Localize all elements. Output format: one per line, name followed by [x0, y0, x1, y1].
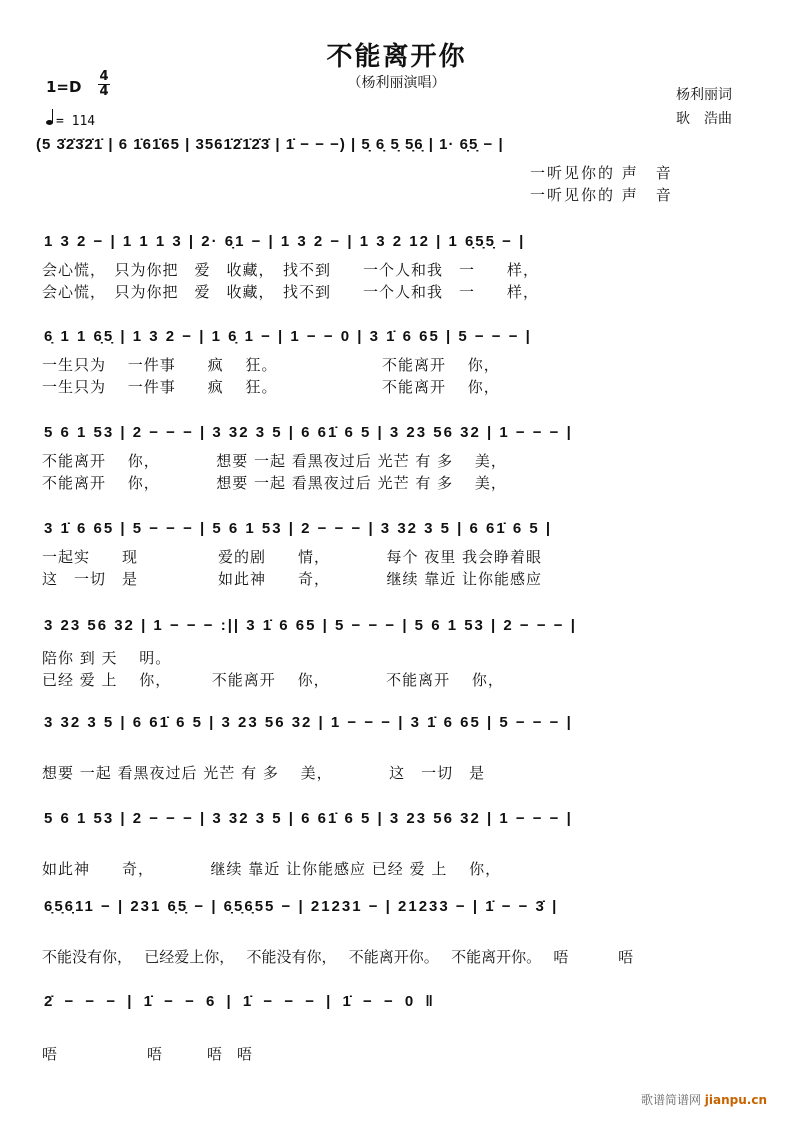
lyrics-verse-1: 如此神 奇， 继续 靠近 让你能感应 已经 爱 上 你，: [42, 860, 502, 878]
page-title: 不能离开你: [326, 42, 467, 72]
quarter-note-icon: [46, 120, 53, 125]
lyrics-verse-2: 这 一切 是 如此神 奇， 继续 靠近 让你能感应: [42, 570, 543, 588]
lyrics-verse-1: 一生只为 一件事 疯 狂。 不能离开 你，: [42, 356, 500, 374]
lyrics-verse-1: 会心慌， 只为你把 爱 收藏， 找不到 一个人和我 一 样，: [42, 261, 540, 279]
lyrics-verse-1: 不能离开 你， 想要 一起 看黑夜过后 光芒 有 多 美，: [42, 452, 507, 470]
lyrics-verse-1: 陪你 到 天 明。: [42, 649, 172, 667]
lyrics-verse-2: 会心慌， 只为你把 爱 收藏， 找不到 一个人和我 一 样，: [42, 283, 540, 301]
lyrics-verse-1: 一听见你的 声 音: [530, 164, 673, 182]
notation-line: 5 6 1 53 | 2 − − − | 3 32 3 5 | 6 61̇ 6 5 | 3 23 56 32 | 1 − − − |: [44, 810, 573, 827]
notation-line: 5 6 1 53 | 2 − − − | 3 32 3 5 | 6 61̇ 6 5 | 3 23 56 32 | 1 − − − |: [44, 424, 573, 441]
notation-line: 1 3 2 − | 1 1 1 3 | 2· 6̣1 − | 1 3 2 − | 1 3 2 12 | 1 6̣5̣5̣ − |: [44, 233, 526, 250]
lyrics-verse-2: 一听见你的 声 音: [530, 186, 673, 204]
lyrics-verse-1: 不能没有你， 已经爱上你， 不能没有你， 不能离开你。 不能离开你。 唔 唔: [42, 948, 634, 966]
notation-line: 2̇ − − − | 1̇ − − 6 | 1̇ − − − | 1̇ − − 0 ‖: [44, 993, 437, 1010]
watermark: [641, 1091, 767, 1108]
time-signature-top: 4: [99, 69, 109, 84]
tempo-marking: [46, 114, 95, 129]
watermark-text: 歌谱简谱网: [640, 1093, 701, 1107]
composer-credit: 耿 浩曲: [676, 111, 732, 127]
notation-line: 3 32 3 5 | 6 61̇ 6 5 | 3 23 56 32 | 1 − − − | 3 1̇ 6 65 | 5 − − − |: [44, 714, 573, 731]
page-subtitle: （杨利丽演唱）: [347, 75, 446, 91]
time-signature-bottom: 4: [99, 84, 109, 99]
watermark-url[interactable]: jianpu.cn: [704, 1093, 767, 1107]
lyricist-credit: 杨利丽词: [676, 87, 732, 103]
notation-line: 6̣ 1 1 6̣5̣ | 1 3 2 − | 1 6̣ 1 − | 1 − − 0 | 3 1̇ 6 65 | 5 − − − |: [44, 328, 532, 345]
tempo-value: = 114: [56, 114, 96, 129]
lyrics-verse-1: 唔 唔 唔 唔: [42, 1045, 253, 1063]
notation-line: 3 23 56 32 | 1 − − − :|| 3 1̇ 6 65 | 5 − − − | 5 6 1 53 | 2 − − − |: [44, 617, 577, 634]
notation-line: 3 1̇ 6 65 | 5 − − − | 5 6 1 53 | 2 − − − | 3 32 3 5 | 6 61̇ 6 5 |: [44, 520, 553, 537]
lyrics-verse-2: 一生只为 一件事 疯 狂。 不能离开 你，: [42, 378, 500, 396]
lyrics-verse-1: 想要 一起 看黑夜过后 光芒 有 多 美， 这 一切 是: [42, 764, 486, 782]
time-signature: [98, 70, 110, 99]
lyrics-verse-1: 一起实 现 爱的剧 情， 每个 夜里 我会睁着眼: [42, 548, 543, 566]
lyrics-verse-2: 不能离开 你， 想要 一起 看黑夜过后 光芒 有 多 美，: [42, 474, 507, 492]
notation-line: (5 3̇2̇3̇2̇1̇ | 6 1̇61̇65 | 3561̇2̇1̇2̇3̇ | 1̇ − − −) | 5̣ 6̣ 5̣ 5̣6̣ | 1· 6̣5̣ − |: [36, 136, 504, 153]
key-signature: 1=D: [46, 78, 82, 96]
lyrics-verse-2: 已经 爱 上 你， 不能离开 你， 不能离开 你，: [42, 671, 504, 689]
notation-line: 6̣5̣6̣11 − | 231 6̣5̣ − | 6̣5̣6̣55 − | 21231 − | 21233 − | 1̇ − − 3̇ |: [44, 898, 559, 915]
